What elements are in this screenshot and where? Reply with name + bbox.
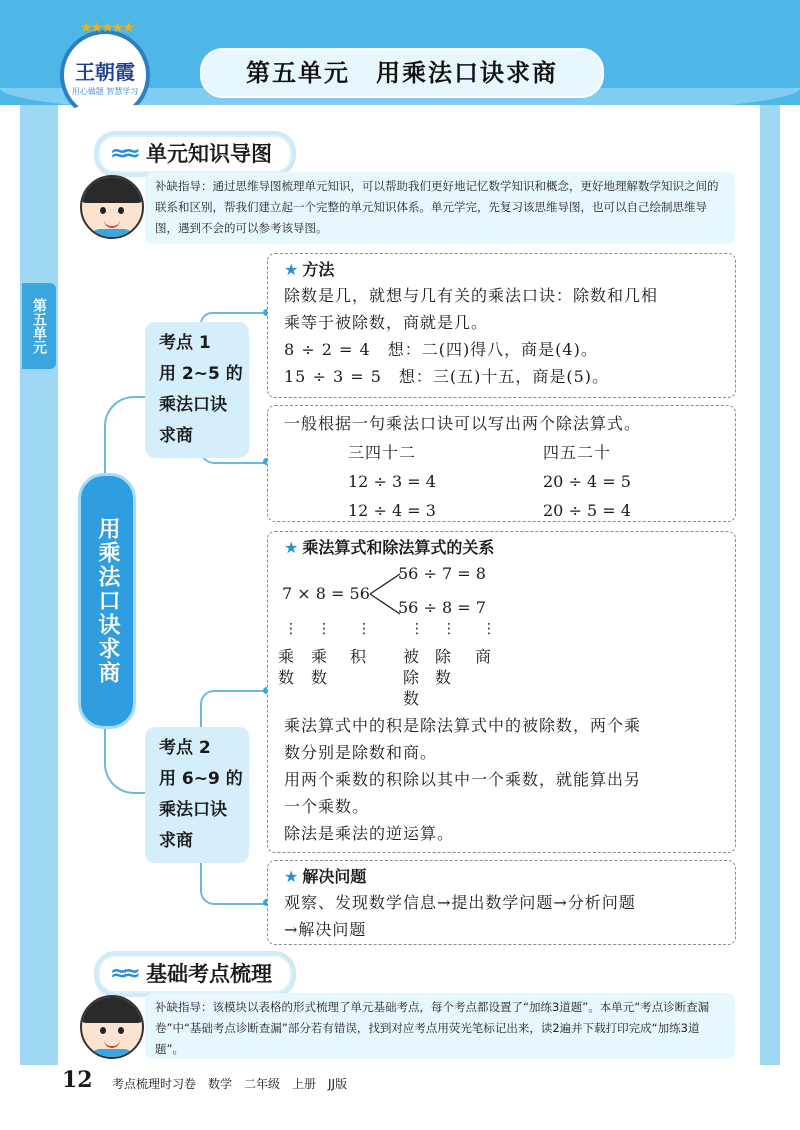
box-line: →解决问题	[284, 920, 367, 939]
logo-name: 王朝霞	[75, 60, 135, 84]
connector-line	[104, 720, 147, 794]
rhyme: 四五二十	[543, 443, 612, 462]
term-label: 商	[475, 647, 493, 666]
wave-icon: ≈≈	[110, 961, 135, 986]
term-label: 积	[350, 647, 368, 666]
eye	[100, 1027, 106, 1034]
relation-box	[267, 531, 736, 853]
term-label: 乘数	[311, 647, 329, 687]
right-column	[543, 438, 683, 525]
box-line: 乘等于被除数，商就是几。	[284, 313, 489, 332]
mindmap-root: 用乘法口诀求商	[78, 473, 136, 729]
method-box	[267, 253, 736, 398]
girl-avatar-icon	[80, 995, 144, 1059]
term-label: 乘数	[278, 647, 296, 687]
term-label: 除数	[435, 647, 453, 687]
dots: ⋮	[284, 621, 298, 637]
box-line: 乘法算式中的积是除法算式中的被除数，两个乘	[284, 716, 642, 735]
box-line: 15 ÷ 3 = 5 想：三(五)十五，商是(5)。	[284, 367, 610, 386]
box-title-row	[284, 258, 725, 282]
dots: ⋮	[410, 621, 424, 637]
dots: ⋮	[442, 621, 456, 637]
topic-label: 乘法口诀	[159, 395, 227, 415]
footer-text: 考点梳理时习卷 数学 二年级 上册 JJ版	[112, 1077, 348, 1091]
section-title: 基础考点梳理	[146, 962, 272, 986]
dots: ⋮	[317, 621, 331, 637]
topic-node-2	[145, 727, 249, 863]
topic-label: 考点 1	[159, 333, 211, 353]
box-title: 解决问题	[302, 867, 367, 886]
rhyme: 三四十二	[348, 443, 417, 462]
hair	[80, 175, 144, 203]
wave-icon: ≈≈	[110, 141, 135, 166]
term-label: 被除数	[403, 647, 421, 708]
division-equation: 56 ÷ 7 = 8	[398, 564, 486, 583]
right-frame	[760, 105, 780, 1065]
equation: 20 ÷ 4 = 5	[543, 472, 631, 491]
unit-side-tab[interactable]: 第五单元	[22, 283, 56, 369]
connector-line	[200, 860, 269, 905]
term-labels	[278, 621, 512, 714]
star-icon: ★	[284, 538, 299, 557]
dots: ⋮	[482, 621, 496, 637]
box-line: 观察、发现数学信息→提出数学问题→分析问题	[284, 893, 636, 912]
crown-icon: ★★★★★	[80, 20, 133, 36]
logo-tagline: 用心做题 智慧学习	[71, 87, 139, 96]
equation: 12 ÷ 3 = 4	[348, 472, 436, 491]
section-header-mindmap	[98, 135, 292, 173]
eye	[118, 1027, 124, 1034]
box-title-row	[284, 536, 725, 560]
left-column	[348, 438, 488, 525]
left-frame	[20, 105, 58, 1065]
box-line: 一个乘数。	[284, 797, 370, 816]
guide-note-mindmap: 补缺指导：通过思维导图梳理单元知识，可以帮助我们更好地记忆数学知识和概念，更好地理解数学知识之间的联系和区别，帮我们建立起一个完整的单元知识体系。单元学完，先复习该思维导图，也可以自己绘制思维导图，遇到不会的可以参考该导图。	[145, 172, 735, 244]
problem-solving-box	[267, 860, 736, 945]
hair	[80, 995, 144, 1023]
relation-text	[284, 712, 734, 847]
box-title: 乘法算式和除法算式的关系	[302, 538, 495, 557]
dots: ⋮	[357, 621, 371, 637]
box-line: 除法是乘法的逆运算。	[284, 824, 455, 843]
section-title: 单元知识导图	[146, 142, 272, 166]
box-line: 除数是几，就想与几有关的乘法口诀：除数和几相	[284, 286, 659, 305]
formula-box	[267, 405, 736, 522]
star-icon: ★	[284, 867, 299, 886]
connector-line	[200, 690, 269, 728]
box-line: 8 ÷ 2 = 4 想：二(四)得八，商是(4)。	[284, 340, 598, 359]
box-line: 用两个乘数的积除以其中一个乘数，就能算出另	[284, 770, 642, 789]
mouth	[104, 1039, 120, 1048]
topic-label: 求商	[159, 831, 193, 851]
topic-label: 乘法口诀	[159, 800, 227, 820]
box-title: 方法	[302, 260, 335, 279]
topic-label: 考点 2	[159, 738, 211, 758]
eye	[118, 207, 124, 214]
connector-line	[104, 396, 147, 478]
equation: 20 ÷ 5 = 4	[543, 501, 631, 520]
star-icon: ★	[284, 260, 299, 279]
guide-note-basics: 补缺指导：该模块以表格的形式梳理了单元基础考点，每个考点都设置了“加练3道题”。本单元“考点诊断查漏卷”中“基础考点诊断查漏”部分若有错误，找到对应考点用荧光笔标记出来，读2遍并下载打印完成“加练3道题”。	[145, 993, 735, 1059]
topic-label: 用 6~9 的	[159, 769, 243, 789]
box-title-row	[284, 865, 725, 889]
section-header-basics	[98, 955, 292, 993]
box-intro: 一般根据一句乘法口诀可以写出两个除法算式。	[284, 414, 642, 433]
page-title: 第五单元 用乘法口诀求商	[200, 48, 604, 98]
division-equation: 56 ÷ 8 = 7	[398, 598, 486, 617]
page-number: 12	[62, 1067, 93, 1093]
box-line: 数分别是除数和商。	[284, 743, 438, 762]
eye	[100, 207, 106, 214]
topic-label: 求商	[159, 426, 193, 446]
girl-avatar-icon	[80, 175, 144, 239]
multiplication-equation: 7 × 8 = 56	[282, 584, 370, 603]
topic-label: 用 2~5 的	[159, 364, 243, 384]
mouth	[104, 219, 120, 228]
topic-node-1	[145, 322, 249, 458]
equation: 12 ÷ 4 = 3	[348, 501, 436, 520]
